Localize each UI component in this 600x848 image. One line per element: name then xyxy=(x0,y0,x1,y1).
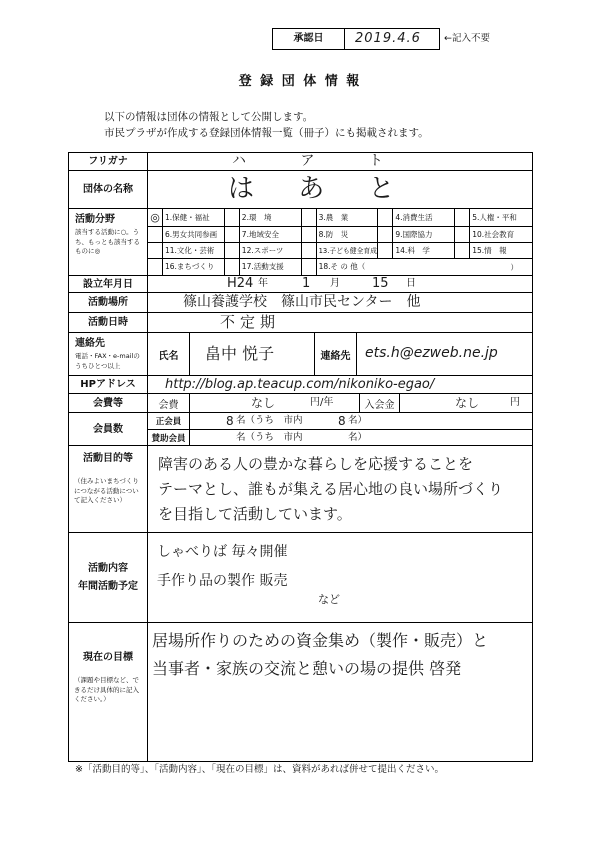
fields-grid-row-2 xyxy=(148,226,532,242)
contact-method-cell xyxy=(357,333,532,375)
fees-cell xyxy=(148,394,532,412)
activities-label-annual: 年間活動予定 xyxy=(78,580,138,592)
fields-grid-row-3 xyxy=(148,242,532,258)
goal-text xyxy=(148,623,532,683)
purpose-note: （住みよいまちづくりにつながる活動について記入ください） xyxy=(74,477,139,504)
field-label: 14.科 学 xyxy=(395,245,430,255)
contact-cell xyxy=(148,333,532,375)
fee-label: 会費 xyxy=(148,394,190,412)
goal-label: 現在の目標 xyxy=(83,652,133,663)
activities-label-cell xyxy=(69,533,148,622)
field-label: 1.保健・福祉 xyxy=(165,212,210,222)
entry-fee-label: 入会金 xyxy=(360,394,400,412)
field-label: 9.国際協力 xyxy=(395,229,433,239)
field-mark xyxy=(378,243,393,258)
group-name-cell xyxy=(148,171,532,208)
hp-row xyxy=(69,375,532,393)
field-mark xyxy=(302,259,317,275)
field-mark xyxy=(148,243,163,258)
regular-members-row xyxy=(148,413,532,429)
field-mark xyxy=(378,209,393,226)
field-label: 10.社会教育 xyxy=(472,229,515,239)
contact-name-cell xyxy=(190,333,315,375)
field-item-other xyxy=(302,259,532,275)
contact-label: 連絡先 xyxy=(75,338,105,349)
place-row xyxy=(69,292,532,312)
field-label: 17.活動支援 xyxy=(241,262,284,271)
field-item xyxy=(148,227,225,242)
field-mark xyxy=(302,243,317,258)
field-label: 7.地域安全 xyxy=(241,229,279,239)
supporting-members-unit: 名（うち 市内 xyxy=(236,432,303,443)
field-item xyxy=(378,227,455,242)
contact-label-cell xyxy=(69,333,148,375)
field-label: 6.男女共同参画 xyxy=(165,229,218,239)
contact-email-value: ets.h@ezweb.ne.jp xyxy=(365,345,498,361)
contact-method-label: 連絡先 xyxy=(315,333,357,375)
fees-row xyxy=(69,393,532,412)
field-mark xyxy=(148,259,163,275)
activities-row xyxy=(69,532,532,622)
fee-unit: 円/年 xyxy=(310,397,334,408)
place-label: 活動場所 xyxy=(69,293,148,312)
field-mark: ◎ xyxy=(148,209,163,226)
entry-fee-unit: 円 xyxy=(510,397,520,408)
furigana-label: フリガナ xyxy=(69,153,148,170)
furigana-value: ハ ア ト xyxy=(232,153,408,169)
field-item xyxy=(225,243,302,258)
members-cell xyxy=(148,413,532,445)
purpose-label: 活動目的等 xyxy=(83,453,133,464)
founded-label: 設立年月日 xyxy=(69,276,148,292)
members-row xyxy=(69,412,532,445)
approval-label: 承認日 xyxy=(273,29,345,49)
schedule-cell xyxy=(148,313,532,332)
field-label: 5.人権・平和 xyxy=(472,212,517,222)
field-mark xyxy=(225,243,240,258)
field-item xyxy=(302,243,379,258)
registration-table xyxy=(68,152,533,762)
regular-members-unit: 名（うち 市内 xyxy=(236,415,303,426)
contact-row xyxy=(69,332,532,375)
founded-month: 1 xyxy=(302,276,311,291)
goal-note: （課題や目標など、できるだけ具体的に記入ください。） xyxy=(74,676,139,703)
activities-suffix: など xyxy=(318,593,340,606)
field-mark xyxy=(302,227,317,242)
field-item xyxy=(378,243,455,258)
field-item xyxy=(302,209,379,226)
field-item xyxy=(225,259,302,275)
entry-fee-value: なし xyxy=(455,396,480,410)
field-item xyxy=(148,259,225,275)
field-mark xyxy=(455,243,470,258)
fee-value: なし xyxy=(251,396,276,410)
field-label: 4.消費生活 xyxy=(395,212,433,222)
schedule-label: 活動日時 xyxy=(69,313,148,332)
activities-line: 手作り品の製作 販売 xyxy=(157,573,288,589)
purpose-label-cell xyxy=(69,446,148,532)
members-label: 会員数 xyxy=(69,413,148,445)
field-mark xyxy=(378,227,393,242)
goal-row xyxy=(69,622,532,761)
page-title: 登 録 団 体 情 報 xyxy=(238,74,362,89)
field-item xyxy=(455,227,532,242)
regular-members-city-count: 8 xyxy=(338,414,346,428)
field-label: 2.環 境 xyxy=(241,212,272,222)
fields-grid-row-4 xyxy=(148,258,532,275)
field-item xyxy=(378,209,455,226)
goal-line: 居場所作りのための資金集め（製作・販売）と xyxy=(152,631,489,650)
field-item xyxy=(455,243,532,258)
contact-note: 電話・FAX・e-mailのうちひとつ以上 xyxy=(75,352,140,370)
furigana-row xyxy=(69,153,532,170)
furigana-cell xyxy=(148,153,532,170)
activity-fields-row xyxy=(69,208,532,275)
footer-note: ※「活動目的等」、「活動内容」、「現在の目標」は、資料があれば併せて提出ください。 xyxy=(75,764,444,775)
field-item xyxy=(455,209,532,226)
supporting-members-city-unit: 名） xyxy=(348,432,368,443)
approval-box xyxy=(272,28,440,50)
schedule-row xyxy=(69,312,532,332)
hp-url-value: http://blog.ap.teacup.com/nikoniko-egao/ xyxy=(165,377,435,392)
purpose-line: テーマとし、誰もが集える居心地の良い場所づくり xyxy=(158,480,504,498)
regular-members-label: 正会員 xyxy=(148,413,190,429)
field-item xyxy=(148,209,225,226)
activities-label: 活動内容 xyxy=(88,562,128,574)
fees-label: 会費等 xyxy=(69,394,148,412)
intro-line-1: 以下の情報は団体の情報として公開します。 xyxy=(104,111,314,123)
field-item xyxy=(225,209,302,226)
field-label: 18.そ の 他（ xyxy=(318,262,366,271)
place-value: 篠山養護学校 篠山市民センター 他 xyxy=(183,294,421,310)
group-name-value: は あ と xyxy=(228,174,413,204)
goal-line: 当事者・家族の交流と憩いの場の提供 啓発 xyxy=(152,659,462,678)
field-mark xyxy=(225,209,240,226)
field-label: 8.防 災 xyxy=(318,229,349,239)
fields-grid-row-1 xyxy=(148,209,532,226)
goal-cell xyxy=(148,623,532,761)
purpose-text xyxy=(148,446,532,527)
founded-year: H24 xyxy=(227,276,254,291)
field-item xyxy=(148,243,225,258)
regular-members-count: 8 xyxy=(226,414,234,428)
supporting-members-row xyxy=(148,429,532,445)
founded-day-unit: 日 xyxy=(406,278,416,289)
founded-year-unit: 年 xyxy=(258,278,268,289)
purpose-line: 障害のある人の豊かな暮らしを応援することを xyxy=(158,455,474,473)
intro-line-2: 市民プラザが作成する登録団体情報一覧（冊子）にも掲載されます。 xyxy=(104,127,429,139)
goal-label-cell xyxy=(69,623,148,761)
field-label: 13.子ども健全育成 xyxy=(318,246,377,255)
field-label: 3.農 業 xyxy=(318,212,349,222)
activities-cell xyxy=(148,533,532,622)
field-item xyxy=(225,227,302,242)
field-mark xyxy=(455,209,470,226)
group-name-row xyxy=(69,170,532,208)
activity-fields-note: 該当する活動に○。うち、もっとも該当するものに◎ xyxy=(75,228,140,255)
purpose-cell xyxy=(148,446,532,532)
group-name-label: 団体の名称 xyxy=(69,171,148,208)
field-mark xyxy=(148,227,163,242)
field-other-close: ） xyxy=(510,262,518,272)
place-cell xyxy=(148,293,532,312)
purpose-line: を目指して活動しています。 xyxy=(158,505,352,523)
founded-row xyxy=(69,275,532,292)
founded-cell xyxy=(148,276,532,292)
activities-text xyxy=(148,533,532,596)
entry-fee-cell xyxy=(400,394,532,412)
field-label: 11.文化・芸術 xyxy=(165,245,215,255)
field-mark xyxy=(225,227,240,242)
founded-day: 15 xyxy=(372,276,389,291)
hp-cell xyxy=(148,376,532,393)
contact-name-label: 氏名 xyxy=(148,333,190,375)
approval-date: 2019.4.6 xyxy=(355,31,421,46)
field-mark xyxy=(225,259,240,275)
activities-line: しゃべりば 毎々開催 xyxy=(157,544,288,560)
activity-fields-label-cell xyxy=(69,209,148,275)
founded-month-unit: 月 xyxy=(330,278,340,289)
fee-cell xyxy=(190,394,360,412)
supporting-members-label: 賛助会員 xyxy=(148,430,190,445)
field-item xyxy=(302,227,379,242)
field-label: 15.情 報 xyxy=(472,245,507,255)
approval-note: ←記入不要 xyxy=(444,33,490,44)
regular-members-city-unit: 名） xyxy=(348,415,368,426)
field-label: 16.まちづくり xyxy=(165,262,215,271)
field-mark xyxy=(302,209,317,226)
activity-fields-grid xyxy=(148,209,532,275)
field-label: 12.スポーツ xyxy=(241,245,284,255)
contact-name-value: 畠中 悦子 xyxy=(205,344,275,363)
field-mark xyxy=(455,227,470,242)
activity-fields-label: 活動分野 xyxy=(75,214,115,225)
purpose-row xyxy=(69,445,532,532)
schedule-value: 不定期 xyxy=(220,313,281,331)
hp-label: HPアドレス xyxy=(69,376,148,393)
